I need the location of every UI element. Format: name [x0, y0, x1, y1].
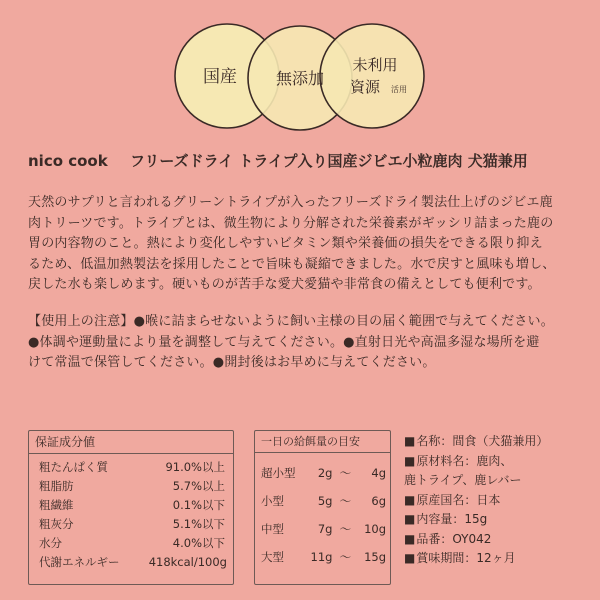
guarantee-table — [28, 430, 234, 585]
feeding-min: 7g — [317, 522, 333, 536]
product-header — [28, 150, 588, 171]
guarantee-row — [29, 534, 233, 553]
guarantee-label: 代謝エネルギー — [39, 555, 120, 569]
guarantee-label: 粗灰分 — [39, 517, 74, 531]
caution-line: ●体調や運動量により量を調整して与えてください。●直射日光や高温多湿な場所を避 — [28, 334, 540, 350]
spec-materials-cont: 鹿トライプ、鹿レバー — [404, 473, 522, 487]
guarantee-label: 水分 — [39, 536, 62, 550]
description-line: 胃の内容物のこと。熱により変化しやすいビタミン類や栄養価の損失をできる限り抑え — [28, 236, 543, 251]
feeding-range-sep: 〜 — [339, 466, 352, 480]
feeding-size: 小型 — [261, 494, 284, 508]
feeding-max: 15g — [364, 550, 387, 564]
guarantee-label: 粗繊維 — [39, 498, 74, 512]
feeding-min: 5g — [317, 494, 333, 508]
guarantee-label: 粗脂肪 — [39, 479, 74, 493]
guarantee-row — [29, 515, 233, 534]
description-line: 戻した水も楽しめます。硬いものが苦手な愛犬愛猫や非常食の備えとしても便利です。 — [28, 277, 541, 292]
feeding-size: 超小型 — [261, 466, 296, 480]
spec-expiry: ■ 賞味期間：12ヶ月 — [404, 549, 594, 569]
feeding-size: 中型 — [261, 522, 284, 536]
feeding-max: 6g — [371, 494, 387, 508]
description-line: 肉トリーツです。トライプとは、微生物により分解された栄養素がギッシリ詰まった鹿の — [28, 215, 554, 231]
guarantee-value: 418kcal/100g — [148, 555, 227, 569]
badge-unused-resource-small: 活用 — [391, 85, 407, 94]
feeding-range-sep: 〜 — [339, 494, 352, 508]
badge-additive-free: 無添加 — [275, 69, 325, 88]
product-description — [28, 193, 576, 296]
spec-name: ■ 名称：間食（犬猫兼用） — [404, 432, 594, 452]
feeding-max: 4g — [371, 466, 387, 480]
feeding-range-sep: 〜 — [339, 522, 352, 536]
guarantee-row — [29, 553, 233, 572]
guarantee-row — [29, 477, 233, 496]
usage-caution — [28, 312, 576, 374]
feeding-max: 10g — [364, 522, 387, 536]
guarantee-row — [29, 458, 233, 477]
feeding-row — [255, 487, 390, 515]
badge-unused-resource-line1: 未利用 — [352, 56, 398, 74]
feeding-min: 2g — [317, 466, 333, 480]
feeding-row — [255, 543, 390, 571]
badge-domestic: 国産 — [203, 67, 237, 87]
badge-unused-resource-line2: 資源 — [349, 78, 381, 96]
feeding-size: 大型 — [261, 550, 284, 564]
product-spec — [404, 432, 594, 569]
guarantee-value: 5.1%以下 — [172, 517, 225, 531]
guarantee-value: 4.0%以下 — [172, 536, 225, 550]
spec-code: ■ 品番：OY042 — [404, 530, 594, 550]
feeding-min: 11g — [310, 550, 333, 564]
description-line: 天然のサプリと言われるグリーントライプが入ったフリーズドライ製法仕上げのジビエ鹿 — [28, 195, 553, 210]
feeding-row — [255, 459, 390, 487]
spec-materials: ■ 原材料名：鹿肉、 — [404, 452, 594, 472]
feeding-row — [255, 515, 390, 543]
guarantee-value: 91.0%以上 — [165, 460, 225, 474]
feeding-table — [254, 430, 391, 585]
caution-line: けて常温で保管してください。●開封後はお早めに与えてください。 — [28, 355, 436, 370]
spec-content: ■ 内容量：15g — [404, 510, 594, 530]
guarantee-title: 保証成分値 — [29, 431, 233, 454]
guarantee-row — [29, 496, 233, 515]
brand-name: nico cook — [28, 152, 108, 170]
feeding-title: 一日の給餌量の目安 — [255, 431, 390, 453]
guarantee-value: 0.1%以下 — [172, 498, 225, 512]
guarantee-value: 5.7%以上 — [172, 479, 225, 493]
caution-line: 【使用上の注意】●喉に詰まらせないように飼い主様の目の届く範囲で与えてください。 — [28, 314, 554, 329]
logo-badges — [162, 16, 438, 136]
description-line: るため、低温加熱製法を採用したことで旨味も凝縮できました。水で戻すと風味も増し、 — [28, 256, 556, 272]
feeding-range-sep: 〜 — [339, 550, 352, 564]
spec-origin: ■ 原産国名：日本 — [404, 491, 594, 511]
product-title: フリーズドライ トライプ入り国産ジビエ小粒鹿肉 犬猫兼用 — [130, 152, 528, 170]
guarantee-label: 粗たんぱく質 — [39, 460, 108, 474]
